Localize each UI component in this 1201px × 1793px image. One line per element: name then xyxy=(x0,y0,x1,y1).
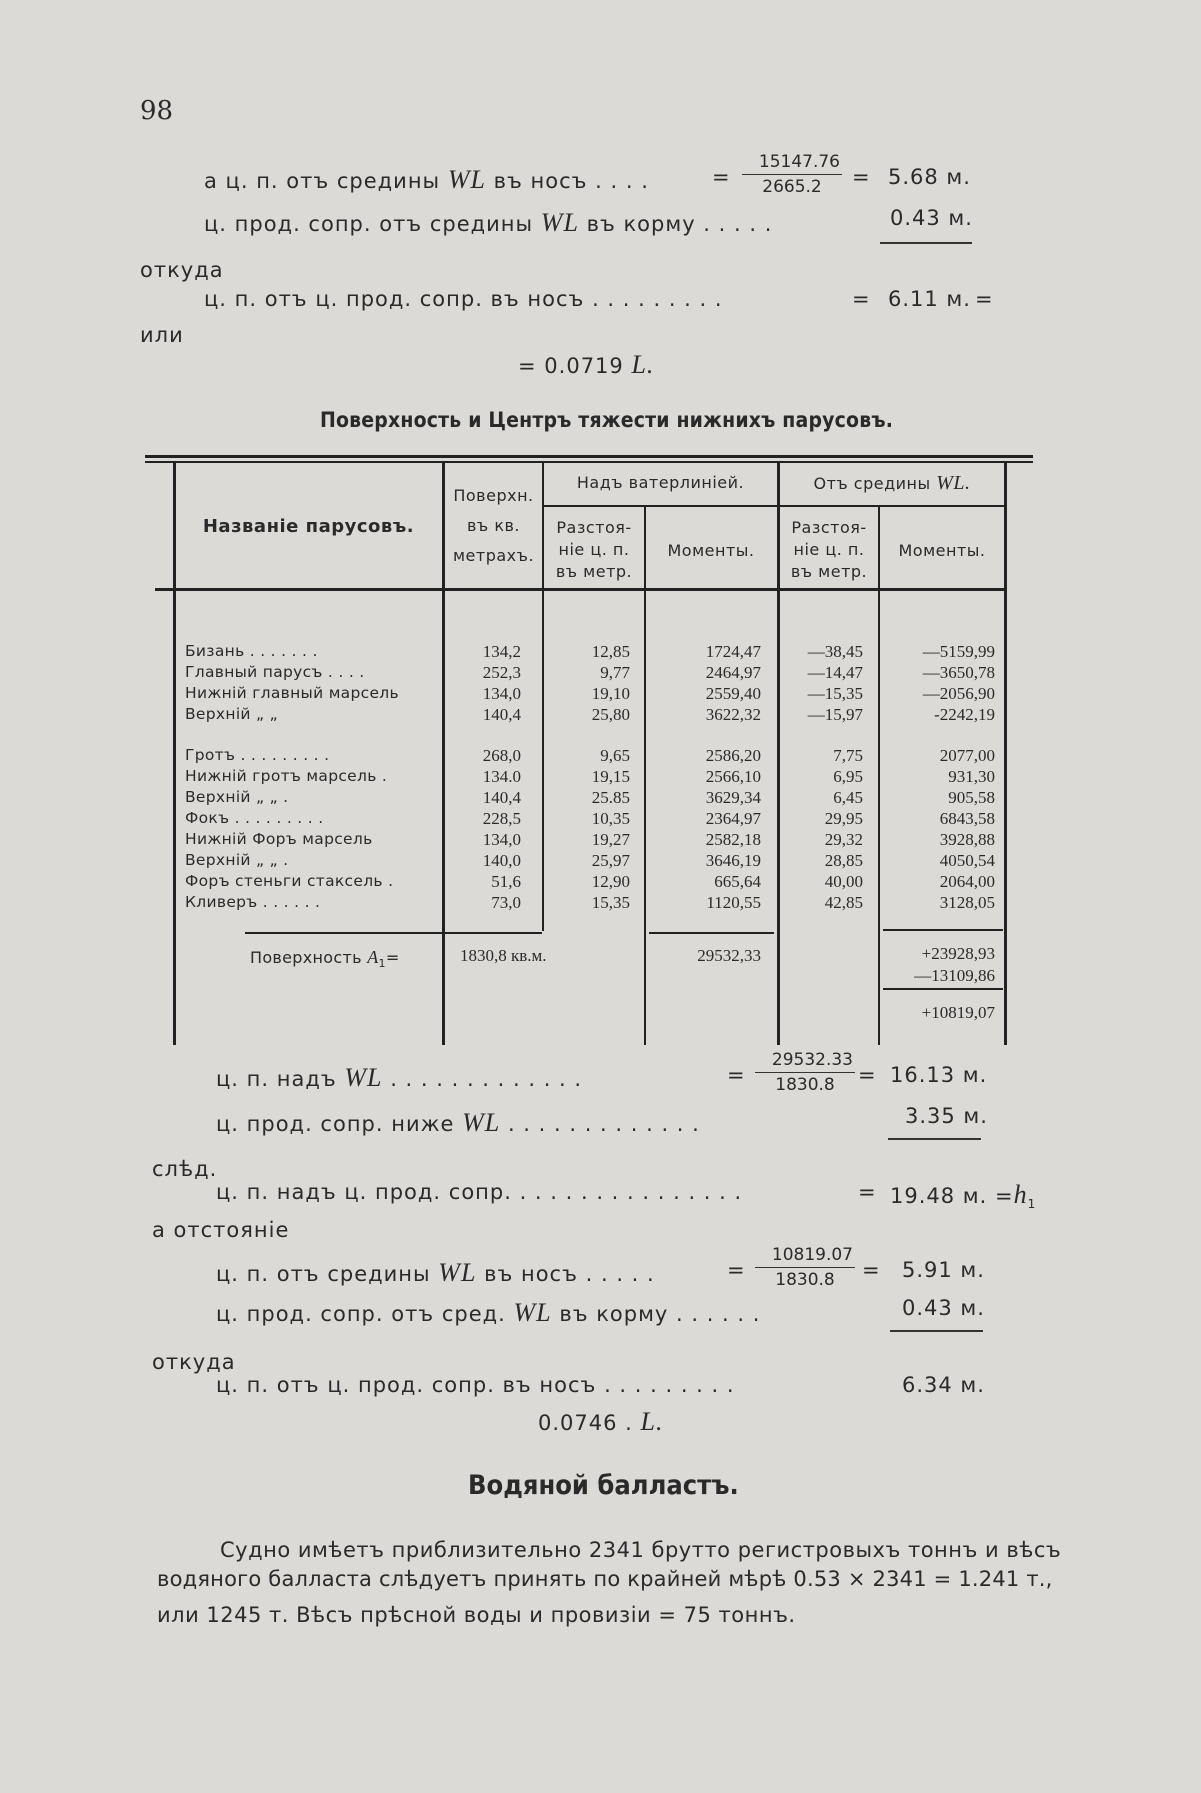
table-cell-surface: 140,0 xyxy=(482,851,521,870)
table-cell-moment: 2582,18 xyxy=(705,830,761,849)
calc-b-line-5: ц. прод. сопр. отъ сред. WL въ корму . . . . . . xyxy=(216,1298,761,1327)
table-cell-name: Нижній гротъ марсель . xyxy=(185,767,388,785)
table-cell-dist: 25,97 xyxy=(591,851,630,870)
table-cell-moment: 1724,47 xyxy=(705,642,761,661)
totals-rule xyxy=(445,932,542,934)
table-right-border xyxy=(1004,461,1007,1045)
fraction-1-denominator: 2665.2 xyxy=(762,177,822,197)
header-moments: Моменты. xyxy=(667,541,755,560)
table-cell-dist2: —14,47 xyxy=(807,663,863,682)
table-cell-moment: 2464,97 xyxy=(705,663,761,682)
ballast-paragraph-line-1: Судно имѣетъ приблизительно 2341 брутто регистровыхъ тоннъ и вѣсъ xyxy=(220,1538,1062,1562)
totals-sum-rule xyxy=(883,988,1003,990)
fraction-b-1-numerator: 29532.33 xyxy=(755,1050,855,1073)
table-cell-name: Бизань . . . . . . . xyxy=(185,642,318,660)
calc-line-3: ц. п. отъ ц. прод. сопр. въ носъ . . . . . . . . . xyxy=(204,287,723,311)
total-label: Поверхность $A_1=$ xyxy=(250,947,400,971)
table-cell-surface: 140,4 xyxy=(482,788,521,807)
table-cell-moment2: —2056,90 xyxy=(922,684,995,703)
ballast-title: Водяной балластъ. xyxy=(468,1470,739,1501)
table-cell-dist2: 42,85 xyxy=(824,893,863,912)
header-surface: Поверхн. въ кв. метрахъ. xyxy=(452,486,535,565)
table-cell-moment2: —3650,78 xyxy=(922,663,995,682)
table-cell-name: Форъ стеньги стаксель . xyxy=(185,872,394,890)
table-cell-moment2: 2064,00 xyxy=(939,872,995,891)
table-cell-moment: 2559,40 xyxy=(705,684,761,703)
table-cell-dist: 9,77 xyxy=(600,663,630,682)
equals-sign: = xyxy=(862,1258,881,1282)
sum-rule xyxy=(880,242,972,244)
table-cell-surface: 228,5 xyxy=(482,809,521,828)
table-cell-dist2: 6,95 xyxy=(833,767,863,786)
totals-rule xyxy=(245,932,442,934)
table-cell-dist2: 28,85 xyxy=(824,851,863,870)
header-subrule xyxy=(542,505,1004,507)
header-moments-2: Моменты. xyxy=(898,541,986,560)
equals-sign: = xyxy=(858,1063,877,1087)
table-cell-moment: 2364,97 xyxy=(705,809,761,828)
table-cell-surface: 268,0 xyxy=(482,746,521,765)
table-cell-name: Гротъ . . . . . . . . . xyxy=(185,746,330,764)
sum-rule xyxy=(890,1330,983,1332)
calc-line-2-result: 0.43 м. xyxy=(890,206,973,230)
table-cell-dist2: 40,00 xyxy=(824,872,863,891)
table-cell-moment2: -2242,19 xyxy=(934,705,995,724)
calc-b-line-2-result: 3.35 м. xyxy=(905,1104,988,1128)
table-cell-dist: 10,35 xyxy=(591,809,630,828)
ballast-paragraph-line-3: или 1245 т. Вѣсъ прѣсной воды и провизіи = 75 тоннъ. xyxy=(157,1603,796,1627)
calc-line-4: = 0.0719 L. xyxy=(518,350,655,379)
equals-sign: = xyxy=(727,1063,746,1087)
otkuda-label-2: откуда xyxy=(152,1350,236,1374)
equals-sign: = xyxy=(852,165,871,189)
total-surface: 1830,8 кв.м. xyxy=(460,946,547,965)
table-cell-dist: 19,15 xyxy=(591,767,630,786)
ili-label: или xyxy=(140,323,184,347)
table-cell-dist: 9,65 xyxy=(600,746,630,765)
table-cell-moment2: 3928,88 xyxy=(939,830,995,849)
calc-line-2: ц. прод. сопр. отъ средины WL въ корму . . . . . xyxy=(204,208,773,237)
page-number: 98 xyxy=(140,96,174,126)
calc-b-line-6: ц. п. отъ ц. прод. сопр. въ носъ . . . . . . . . . xyxy=(216,1373,735,1397)
table-cell-surface: 134.0 xyxy=(482,767,521,786)
total-net-moment: +10819,07 xyxy=(921,1003,995,1022)
table-cell-dist2: —15,35 xyxy=(807,684,863,703)
fraction-b-2-numerator: 10819.07 xyxy=(755,1245,855,1268)
table-cell-moment: 2566,10 xyxy=(705,767,761,786)
header-distance-2: Разстоя- ніе ц. п. въ метр. xyxy=(790,518,868,581)
table-cell-moment: 3622,32 xyxy=(705,705,761,724)
ballast-paragraph-line-2: водяного балласта слѣдуетъ принять по крайней мѣрѣ 0.53 × 2341 = 1.241 т., xyxy=(157,1567,1053,1591)
table-cell-dist2: 7,75 xyxy=(833,746,863,765)
table-cell-moment2: 6843,58 xyxy=(939,809,995,828)
table-cell-moment2: 2077,00 xyxy=(939,746,995,765)
equals-sign: = xyxy=(975,287,994,311)
equals-sign: = xyxy=(858,1180,877,1204)
table-cell-dist2: 29,95 xyxy=(824,809,863,828)
total-positive-moment: +23928,93 xyxy=(921,944,995,963)
sails-table xyxy=(145,455,1033,1045)
calc-b-line-3: ц. п. надъ ц. прод. сопр. . . . . . . . . . . . . . . . xyxy=(216,1180,743,1204)
header-above-wl: Надъ ватерлиніей. xyxy=(576,473,745,492)
totals-rule xyxy=(883,929,1003,931)
fraction-b-1 xyxy=(755,1050,855,1095)
table-cell-surface: 252,3 xyxy=(482,663,521,682)
table-cell-dist: 25.85 xyxy=(591,788,630,807)
otstoyanie-label: а отстояніе xyxy=(152,1218,290,1242)
otkuda-label: откуда xyxy=(140,258,224,282)
table-cell-moment: 1120,55 xyxy=(706,893,761,912)
table-cell-name: Нижній главный марсель xyxy=(185,684,399,702)
fraction-b-1-denominator: 1830.8 xyxy=(775,1075,835,1095)
header-distance: Разстоя- ніе ц. п. въ метр. xyxy=(555,518,633,581)
table-cell-name: Верхній „ „ . xyxy=(185,851,289,869)
total-negative-moment: —13109,86 xyxy=(914,966,995,985)
fraction-b-2-denominator: 1830.8 xyxy=(775,1270,835,1290)
table-left-border xyxy=(173,461,176,1045)
calc-line-3-result: 6.11 м. xyxy=(888,287,971,311)
table-cell-moment: 3629,34 xyxy=(705,788,761,807)
calc-line-1: а ц. п. отъ средины WL въ носъ . . . . xyxy=(204,165,649,194)
table-cell-surface: 73,0 xyxy=(491,893,521,912)
table-cell-moment2: 4050,54 xyxy=(939,851,995,870)
table-top-rule xyxy=(145,455,1033,458)
table-cell-name: Нижній Форъ марсель xyxy=(185,830,373,848)
table-cell-surface: 134,0 xyxy=(482,684,521,703)
table-cell-dist: 25,80 xyxy=(591,705,630,724)
table-cell-surface: 51,6 xyxy=(491,872,521,891)
calc-b-line-4-result: 5.91 м. xyxy=(902,1258,985,1282)
equals-sign: = xyxy=(852,287,871,311)
sled-label: слѣд. xyxy=(152,1157,218,1181)
totals-rule xyxy=(649,932,774,934)
table-cell-dist: 12,90 xyxy=(591,872,630,891)
table-cell-surface: 134,0 xyxy=(482,830,521,849)
fraction-b-2 xyxy=(755,1245,855,1290)
table-cell-dist2: —15,97 xyxy=(807,705,863,724)
table-cell-dist2: 6,45 xyxy=(833,788,863,807)
calc-b-line-3-result: 19.48 м. $=h_1$ xyxy=(890,1180,1037,1212)
table-cell-moment: 665,64 xyxy=(714,872,761,891)
table-cell-moment2: 3128,05 xyxy=(939,893,995,912)
table-top-rule-thin xyxy=(145,461,1033,463)
table-cell-dist: 15,35 xyxy=(591,893,630,912)
calc-b-line-6-result: 6.34 м. xyxy=(902,1373,985,1397)
calc-line-1-result: 5.68 м. xyxy=(888,165,971,189)
header-name: Названіе парусовъ. xyxy=(202,516,415,537)
calc-b-line-7: 0.0746 . L. xyxy=(538,1407,664,1436)
table-cell-moment2: 931,30 xyxy=(948,767,995,786)
fraction-1-numerator: 15147.76 xyxy=(742,152,842,175)
table-cell-moment2: —5159,99 xyxy=(922,642,995,661)
table-cell-name: Верхній „ „ . xyxy=(185,788,289,806)
table-cell-moment2: 905,58 xyxy=(948,788,995,807)
table-cell-dist2: —38,45 xyxy=(807,642,863,661)
table-cell-moment: 3646,19 xyxy=(705,851,761,870)
calc-b-line-4: ц. п. отъ средины WL въ носъ . . . . . xyxy=(216,1258,655,1287)
calc-b-line-1: ц. п. надъ WL . . . . . . . . . . . . . xyxy=(216,1063,583,1092)
table-cell-name: Фокъ . . . . . . . . . xyxy=(185,809,324,827)
section-title: Поверхность и Центръ тяжести нижнихъ парусовъ. xyxy=(320,408,894,432)
calc-b-line-2: ц. прод. сопр. ниже WL . . . . . . . . . . . . . xyxy=(216,1108,700,1137)
table-cell-moment: 2586,20 xyxy=(705,746,761,765)
equals-sign: = xyxy=(712,165,731,189)
table-cell-surface: 134,2 xyxy=(482,642,521,661)
equals-sign: = xyxy=(727,1258,746,1282)
table-cell-dist: 19,27 xyxy=(591,830,630,849)
table-cell-name: Верхній „ „ xyxy=(185,705,278,723)
calc-b-line-1-result: 16.13 м. xyxy=(890,1063,988,1087)
table-cell-name: Главный парусъ . . . . xyxy=(185,663,365,681)
table-cell-dist: 12,85 xyxy=(591,642,630,661)
total-moment: 29532,33 xyxy=(697,946,761,965)
header-from-mid: Отъ средины WL. xyxy=(813,472,971,494)
table-cell-surface: 140,4 xyxy=(482,705,521,724)
calc-b-line-5-result: 0.43 м. xyxy=(902,1296,985,1320)
table-cell-dist: 19,10 xyxy=(591,684,630,703)
table-cell-name: Кливеръ . . . . . . xyxy=(185,893,321,911)
fraction-1 xyxy=(742,152,842,197)
table-cell-dist2: 29,32 xyxy=(824,830,863,849)
sum-rule xyxy=(888,1138,981,1140)
